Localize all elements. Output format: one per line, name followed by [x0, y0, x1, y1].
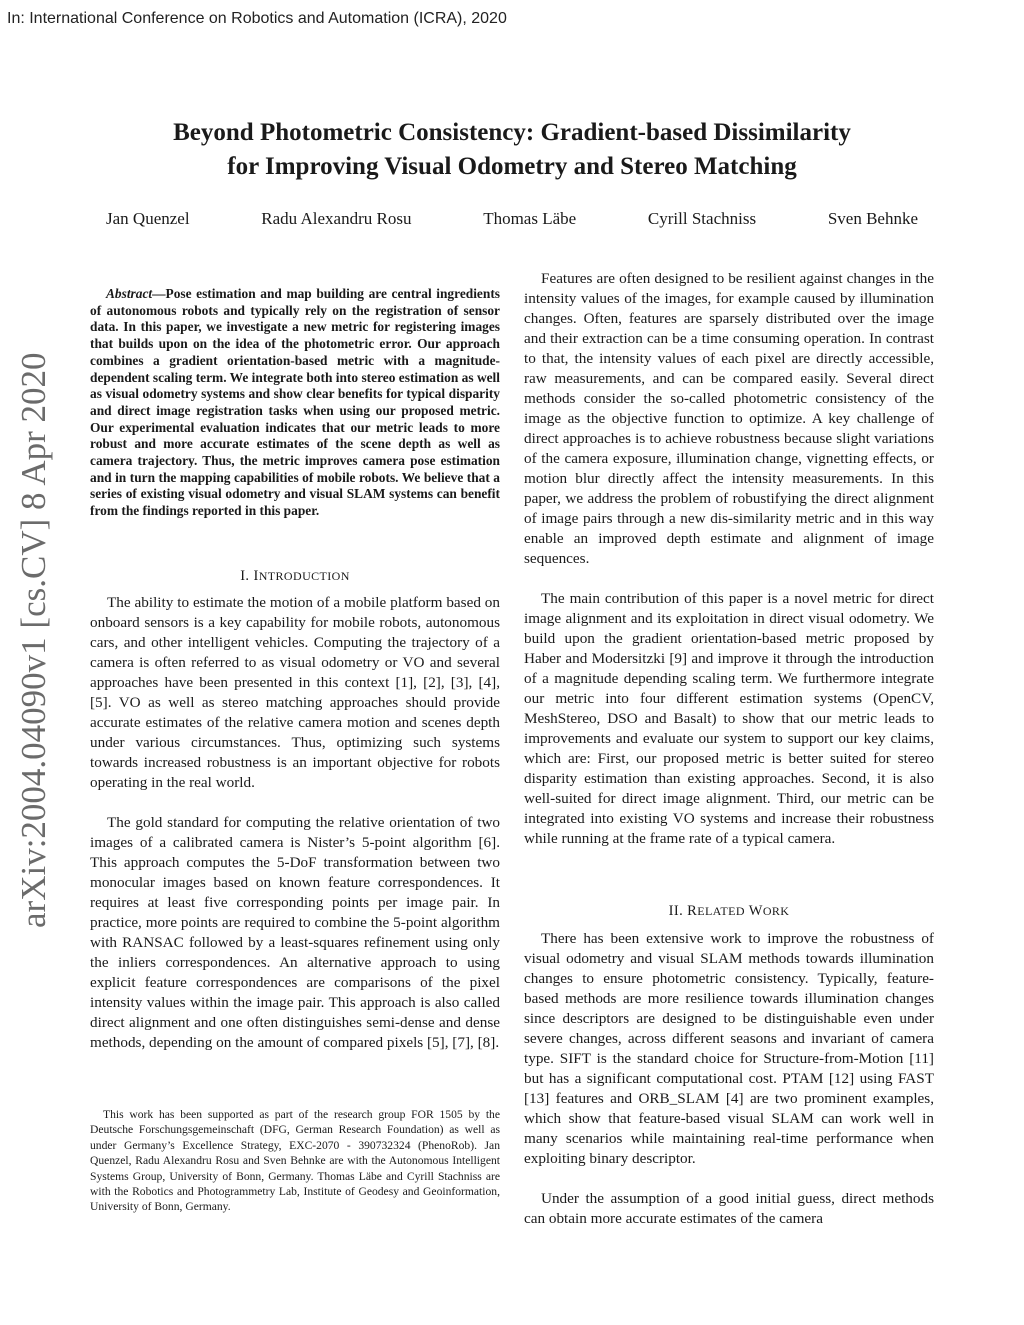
paragraph: There has been extensive work to improve the robustness of visual odometry and visual SLAM methods towards illumination changes to ensure photometric consistency. Typically, feature-based methods are more resilience towards illumination changes since descriptors are designed to be distinguishable even under severe changes, across different seasons and invariant of camera type. SIFT is the standard choice for Structure-from-Motion [11] but has a significant computational cost. PTAM [12] using FAST [13] features and ORB_SLAM [4] are two prominent examples, which show that feature-based visual SLAM can work well in many scenarios while maintaining real-time performance when exploiting binary descriptor.	[524, 930, 934, 1167]
paragraph: Features are often designed to be resilient against changes in the intensity values of the images, for example caused by illumination changes. Often, features are sparsely distributed over the image and their extraction can be a time consuming operation. In contrast to that, the intensity values of each pixel are directly accessible, raw measurements, and can be compared easily. Several direct methods consider the so-called photometric consistency of the image as the objective function to optimize. A key challenge of direct approaches is to achieve robustness because slight variations of the camera exposure, illumination change, vignetting effects, or motion blur directly affect the intensity measurements. In this paper, we address the problem of robustifying the direct alignment of image pairs through a new dis-similarity metric and in this way enable an improved depth estimate and alignment of image sequences.	[524, 270, 934, 567]
author: Jan Quenzel	[106, 209, 190, 228]
section-title-initial: W	[748, 903, 763, 919]
section-title-initial: R	[687, 903, 698, 919]
section-title-rest: NTRODUCTION	[258, 569, 350, 583]
paragraph: The gold standard for computing the relative orientation of two images of a calibrated camera is Nister’s 5-point algorithm [6]. This approach computes the 5-DoF transformation between two monocular images based on known feature correspondences. It requires at least five corresponding points per image pair. In practice, more points are required to combine the 5-point algorithm with RANSAC followed by a least-squares refinement using only the inliers correspondences. An alternative approach to using explicit feature correspondences are comparisons of the pixel intensity values within the image pair. This approach is also called direct alignment and one often distinguishes semi-dense and dense methods, depending on the amount of compared pixels [5], [7], [8].	[90, 814, 500, 1051]
abstract-label: Abstract	[106, 286, 153, 301]
paragraph: The ability to estimate the motion of a mobile platform based on onboard sensors is a key capability for mobile robots, autonomous cars, and other intelligent vehicles. Computing the trajectory of a camera is often referred to as visual odometry or VO and several approaches have been presented in this context [1], [2], [3], [4], [5]. VO as well as stereo matching approaches should provide accurate estimates of the relative camera motion and scenes depth under various circumstances. Thus, optimizing such systems towards increased robustness is an important objective for robots operating in the real world.	[90, 594, 500, 791]
paper-title	[60, 116, 964, 184]
footnote: This work has been supported as part of the research group FOR 1505 by the Deutsche Forschungsgemeinschaft (DFG, German Research Foundation) as well as under Germany’s Excellence Strategy, EXC-2070 - 390732324 (PhenoRob). Jan Quenzel, Radu Alexandru Rosu and Sven Behnke are with the Autonomous Intelligent Systems Group, University of Bonn, Germany. Thomas Läbe and Cyrill Stachniss are with the Robotics and Photogrammetry Lab, Institute of Geodesy and Geoinformation, University of Bonn, Germany.	[90, 1108, 500, 1214]
author-list	[106, 209, 918, 229]
title-line-1: Beyond Photometric Consistency: Gradient-based Dissimilarity	[173, 119, 851, 146]
author: Thomas Läbe	[483, 209, 577, 228]
paragraph: The main contribution of this paper is a novel metric for direct image alignment and its exploitation in direct visual odometry. We build upon the gradient orientation-based metric proposed by Haber and Modersitzki [9] and improve it through the introduction of a magnitude depending scaling term. We furthermore integrate our metric into four different estimation systems (OpenCV, MeshStereo, DSO and Basalt) to show that our metric leads to improvements and evaluate our system to support our key claims, which are: First, our proposed metric is better suited for stereo disparity estimation than existing approaches. Second, it is also well-suited for direct image alignment. Third, our metric can be integrated into existing VO systems and increase their robustness while running at the frame rate of a typical camera.	[524, 590, 934, 847]
section-title-rest: ORK	[762, 904, 790, 918]
section-numeral: II.	[668, 903, 684, 919]
section-heading-related-work	[524, 903, 934, 920]
author: Sven Behnke	[827, 209, 918, 228]
conference-note: In: International Conference on Robotics and Automation (ICRA), 2020	[7, 10, 507, 27]
section-title-rest: ELATED	[697, 904, 745, 918]
author: Cyrill Stachniss	[647, 209, 757, 228]
section-title-initial: I	[253, 568, 259, 584]
paragraph: Under the assumption of a good initial guess, direct methods can obtain more accurate estimates of the camera	[524, 1190, 934, 1227]
abstract-text: Pose estimation and map building are central ingredients of autonomous robots and typically rely on the registration of sensor data. In this paper, we investigate a new metric for registering images that builds upon on the idea of the photometric error. Our approach combines a gradient orientation-based metric with a magnitude-dependent scaling term. We integrate both into stereo estimation as well as visual odometry systems and show clear benefits for typical disparity and direct image registration tasks when using our proposed metric. Our experimental evaluation indicates that our metric leads to more robust and more accurate estimates of the scene depth as well as camera trajectory. Thus, the metric improves camera pose estimation and in turn the mapping capabilities of mobile robots. We believe that a series of existing visual odometry and visual SLAM systems can benefit from the findings reported in this paper.	[90, 286, 500, 519]
abstract-dash: —	[152, 286, 166, 301]
section-numeral: I.	[240, 568, 250, 584]
arxiv-identifier: arXiv:2004.04090v1 [cs.CV] 8 Apr 2020	[14, 352, 53, 928]
abstract	[90, 286, 500, 520]
section-heading-introduction	[90, 568, 500, 585]
title-line-2: for Improving Visual Odometry and Stereo Matching	[227, 153, 797, 180]
author: Radu Alexandru Rosu	[261, 209, 412, 228]
